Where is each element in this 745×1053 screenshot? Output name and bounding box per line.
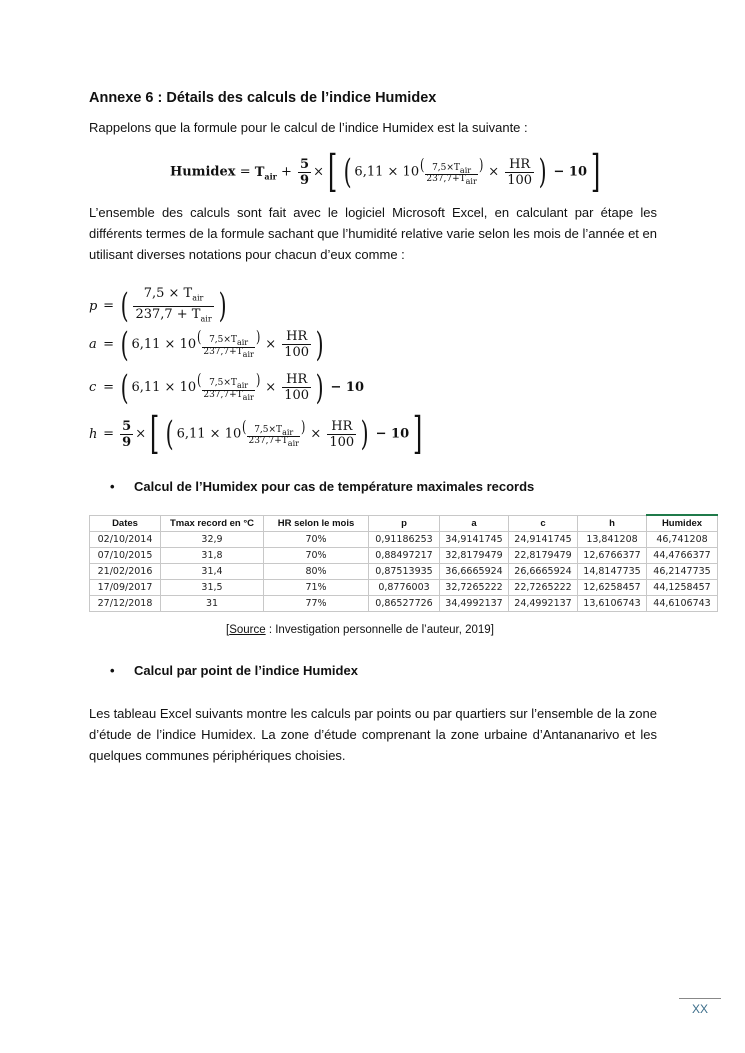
- table-cell: 02/10/2014: [90, 532, 161, 548]
- formula-equals: =: [239, 164, 251, 180]
- table-row: [90, 580, 718, 596]
- table-cell: 31,5: [161, 580, 264, 596]
- equation-p: p = ( $\frac{7,5 \times T_{air}}{237,7 + T_{air}}$ ): [89, 286, 227, 327]
- table-cell: 36,6665924: [440, 564, 509, 580]
- table-cell: 07/10/2015: [90, 548, 161, 564]
- table-row: [90, 548, 718, 564]
- table-cell: 44,1258457: [647, 580, 718, 596]
- page-number: XX: [679, 998, 721, 1016]
- column-header: p: [369, 515, 440, 532]
- table-cell: 32,9: [161, 532, 264, 548]
- column-header: a: [440, 515, 509, 532]
- column-header: Dates: [90, 515, 161, 532]
- table-cell: 46,2147735: [647, 564, 718, 580]
- formula-lhs: Humidex: [170, 164, 236, 180]
- table-cell: 0,88497217: [369, 548, 440, 564]
- formula-exponent: $7,5\times T_{air}$ $237,7+T_{air}$: [426, 162, 477, 187]
- table-cell: 46,741208: [647, 532, 718, 548]
- table-row: [90, 596, 718, 612]
- humidex-formula: Humidex = $T_{air}$ + $\frac{5}{9}$ ×[ ( 6,11 × 10( $7,5\times T_{air}$ $237,7+T_{air}$ ) × $\frac{HR}{100}$ ) − 10]: [170, 146, 601, 197]
- equation-p-fraction: $\frac{7,5 \times T_{air}}{237,7 + T_{air}}$: [135, 286, 212, 324]
- table-cell: 80%: [264, 564, 369, 580]
- formula-minus-ten: − 10: [553, 164, 587, 180]
- table-cell: 70%: [264, 548, 369, 564]
- table-cell: 44,4766377: [647, 548, 718, 564]
- column-header: HR selon le mois: [264, 515, 369, 532]
- table-cell: 0,91186253: [369, 532, 440, 548]
- table-cell: 24,4992137: [509, 596, 578, 612]
- table-cell: 31,4: [161, 564, 264, 580]
- table-cell: 0,8776003: [369, 580, 440, 596]
- formula-tair: $T_{air}$: [254, 164, 277, 182]
- column-header: Tmax record en °C: [161, 515, 264, 532]
- table-cell: 70%: [264, 532, 369, 548]
- table-cell: 17/09/2017: [90, 580, 161, 596]
- table-cell: 34,4992137: [440, 596, 509, 612]
- column-header: Humidex: [647, 515, 718, 532]
- formula-hr-fraction: $\frac{HR}{100}$: [507, 156, 533, 188]
- table-cell: 14,8147735: [578, 564, 647, 580]
- column-header: c: [509, 515, 578, 532]
- table-cell: 32,8179479: [440, 548, 509, 564]
- table-cell: 12,6766377: [578, 548, 647, 564]
- table-cell: 44,6106743: [647, 596, 718, 612]
- table-cell: 26,6665924: [509, 564, 578, 580]
- table-cell: 13,6106743: [578, 596, 647, 612]
- table-cell: 24,9141745: [509, 532, 578, 548]
- intro-paragraph: Rappelons que la formule pour le calcul de l’indice Humidex est la suivante :: [89, 120, 528, 135]
- excel-paragraph: L’ensemble des calculs sont fait avec le logiciel Microsoft Excel, en calculant par étape les différents termes de la formule sachant que l’humidité relative varie selon les mois de l’année et en utilisant diverses notations pour chacun d’eux comme :: [89, 205, 657, 262]
- table-cell: 0,87513935: [369, 564, 440, 580]
- table-source: [Source : Investigation personnelle de l’auteur, 2019]: [226, 624, 494, 636]
- table-cell: 31,8: [161, 548, 264, 564]
- table-cell: 13,841208: [578, 532, 647, 548]
- table-row: [90, 532, 718, 548]
- table-cell: 21/02/2016: [90, 564, 161, 580]
- equation-a: a = ( 6,11 × 10( $7,5\times T_{air}$ $237,7+T_{air}$ ) × $\frac{HR}{100}$ ): [89, 324, 324, 365]
- table-cell: 22,8179479: [509, 548, 578, 564]
- formula-five-ninths: $\frac{5}{9}$: [300, 156, 310, 188]
- equation-c: c = ( 6,11 × 10( $7,5\times T_{air}$ $237,7+T_{air}$ ) × $\frac{HR}{100}$ ) − 10: [89, 367, 365, 408]
- formula-base: 6,11: [354, 164, 384, 180]
- humidex-records-table: [89, 514, 718, 612]
- equation-h: h = $\frac{5}{9}$ ×[ ( 6,11 × 10( $7,5\times T_{air}$ $237,7+T_{air}$ ) × $\frac{HR}{100}$ ) − 10]: [89, 408, 423, 459]
- table-cell: 71%: [264, 580, 369, 596]
- table-cell: 27/12/2018: [90, 596, 161, 612]
- source-label: Source: [229, 624, 266, 636]
- bullet-per-point: • Calcul par point de l’indice Humidex: [110, 663, 358, 678]
- table-cell: 34,9141745: [440, 532, 509, 548]
- table-cell: 12,6258457: [578, 580, 647, 596]
- bullet-records: • Calcul de l’Humidex pour cas de température maximales records: [110, 479, 534, 494]
- table-cell: 22,7265222: [509, 580, 578, 596]
- table-row: [90, 564, 718, 580]
- table-header-row: [90, 515, 718, 532]
- table-cell: 0,86527726: [369, 596, 440, 612]
- closing-paragraph: Les tableau Excel suivants montre les calculs par points ou par quartiers sur l’ensemble de la zone d’étude de l’indice Humidex. La zone d’étude comprenant la zone urbaine d’Antananarivo et les quelques communes périphériques choisies.: [89, 706, 657, 763]
- table-cell: 31: [161, 596, 264, 612]
- table-cell: 32,7265222: [440, 580, 509, 596]
- column-header: h: [578, 515, 647, 532]
- annex-heading: Annexe 6 : Détails des calculs de l’indice Humidex: [89, 90, 437, 106]
- table-cell: 77%: [264, 596, 369, 612]
